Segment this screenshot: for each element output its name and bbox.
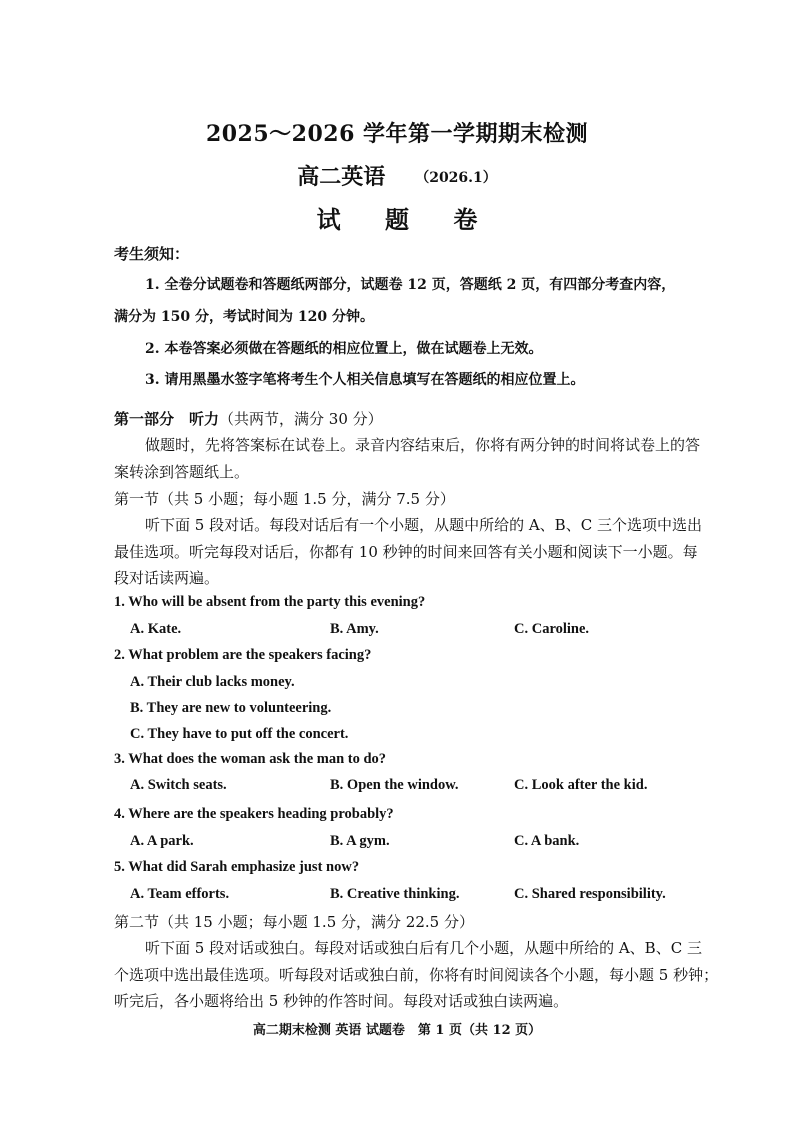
section1-heading: 第一节（共 5 小题；每小题 1.5 分，满分 7.5 分）: [114, 490, 455, 508]
question-2-option-c: C. They have to put off the concert.: [130, 726, 349, 742]
question-3-option-b: B. Open the window.: [330, 777, 459, 793]
part1-intro-line-2: 案转涂到答题纸上。: [114, 463, 250, 481]
notice-item-3: 3. 请用黑墨水签字笔将考生个人相关信息填写在答题纸的相应位置上。: [145, 372, 585, 388]
section2-line-2: 个选项中选出最佳选项。听每段对话或独白前，你将有时间阅读各个小题，每小题 5 秒钟；: [114, 966, 719, 984]
question-5-option-b: B. Creative thinking.: [330, 886, 460, 902]
question-4-stem: 4. Where are the speakers heading probably?: [114, 806, 394, 822]
exam-date: （2026.1）: [415, 170, 497, 186]
question-1-stem: 1. Who will be absent from the party this evening?: [114, 594, 426, 610]
question-4-option-c: C. A bank.: [514, 833, 580, 849]
notice-item-1-line-1: 1. 全卷分试题卷和答题纸两部分，试题卷 12 页，答题纸 2 页，有四部分考查内容，: [145, 277, 676, 293]
question-1-option-a: A. Kate.: [130, 621, 182, 637]
question-4-option-a: A. A park.: [130, 833, 194, 849]
question-1-option-c: C. Caroline.: [514, 621, 590, 637]
part1-heading-bold: 第一部分 听力: [114, 410, 220, 428]
question-2-option-a: A. Their club lacks money.: [130, 674, 295, 690]
notice-item-1-line-2: 满分为 150 分，考试时间为 120 分钟。: [114, 309, 374, 325]
paper-type: 试 题 卷: [316, 205, 496, 234]
exam-title: 2025～2026 学年第一学期期末检测: [205, 121, 589, 147]
question-5-option-a: A. Team efforts.: [130, 886, 230, 902]
question-3-option-c: C. Look after the kid.: [514, 777, 648, 793]
question-4-option-b: B. A gym.: [330, 833, 390, 849]
exam-subject: 高二英语: [297, 164, 386, 190]
part1-heading: [114, 408, 383, 429]
part1-intro-line-1: 做题时，先将答案标在试卷上。录音内容结束后，你将有两分钟的时间将试卷上的答: [145, 436, 701, 454]
question-3-stem: 3. What does the woman ask the man to do?: [114, 751, 387, 767]
page-footer: 高二期末检测 英语 试题卷 第 1 页（共 12 页）: [252, 1023, 542, 1038]
notice-heading: 考生须知：: [114, 245, 190, 263]
notice-item-2: 2. 本卷答案必须做在答题纸的相应位置上，做在试题卷上无效。: [145, 341, 543, 357]
question-1-option-b: B. Amy.: [330, 621, 379, 637]
section2-line-3: 听完后，各小题将给出 5 秒钟的作答时间。每段对话或独白读两遍。: [114, 992, 569, 1010]
question-3-option-a: A. Switch seats.: [130, 777, 227, 793]
question-5-stem: 5. What did Sarah emphasize just now?: [114, 859, 360, 875]
question-5-option-c: C. Shared responsibility.: [514, 886, 666, 902]
section2-line-1: 听下面 5 段对话或独白。每段对话或独白后有几个小题，从题中所给的 A、B、C 三: [145, 939, 702, 957]
section1-line-2: 最佳选项。听完每段对话后，你都有 10 秒钟的时间来回答有关小题和阅读下一小题。每: [114, 543, 698, 561]
section1-line-1: 听下面 5 段对话。每段对话后有一个小题，从题中所给的 A、B、C 三个选项中选出: [145, 516, 702, 534]
part1-heading-rest: （共两节，满分 30 分）: [219, 410, 383, 428]
section2-heading: 第二节（共 15 小题；每小题 1.5 分，满分 22.5 分）: [114, 913, 474, 931]
section1-line-3: 段对话读两遍。: [114, 569, 220, 587]
question-2-stem: 2. What problem are the speakers facing?: [114, 647, 372, 663]
exam-subject-line: [0, 160, 794, 191]
question-2-option-b: B. They are new to volunteering.: [130, 700, 332, 716]
